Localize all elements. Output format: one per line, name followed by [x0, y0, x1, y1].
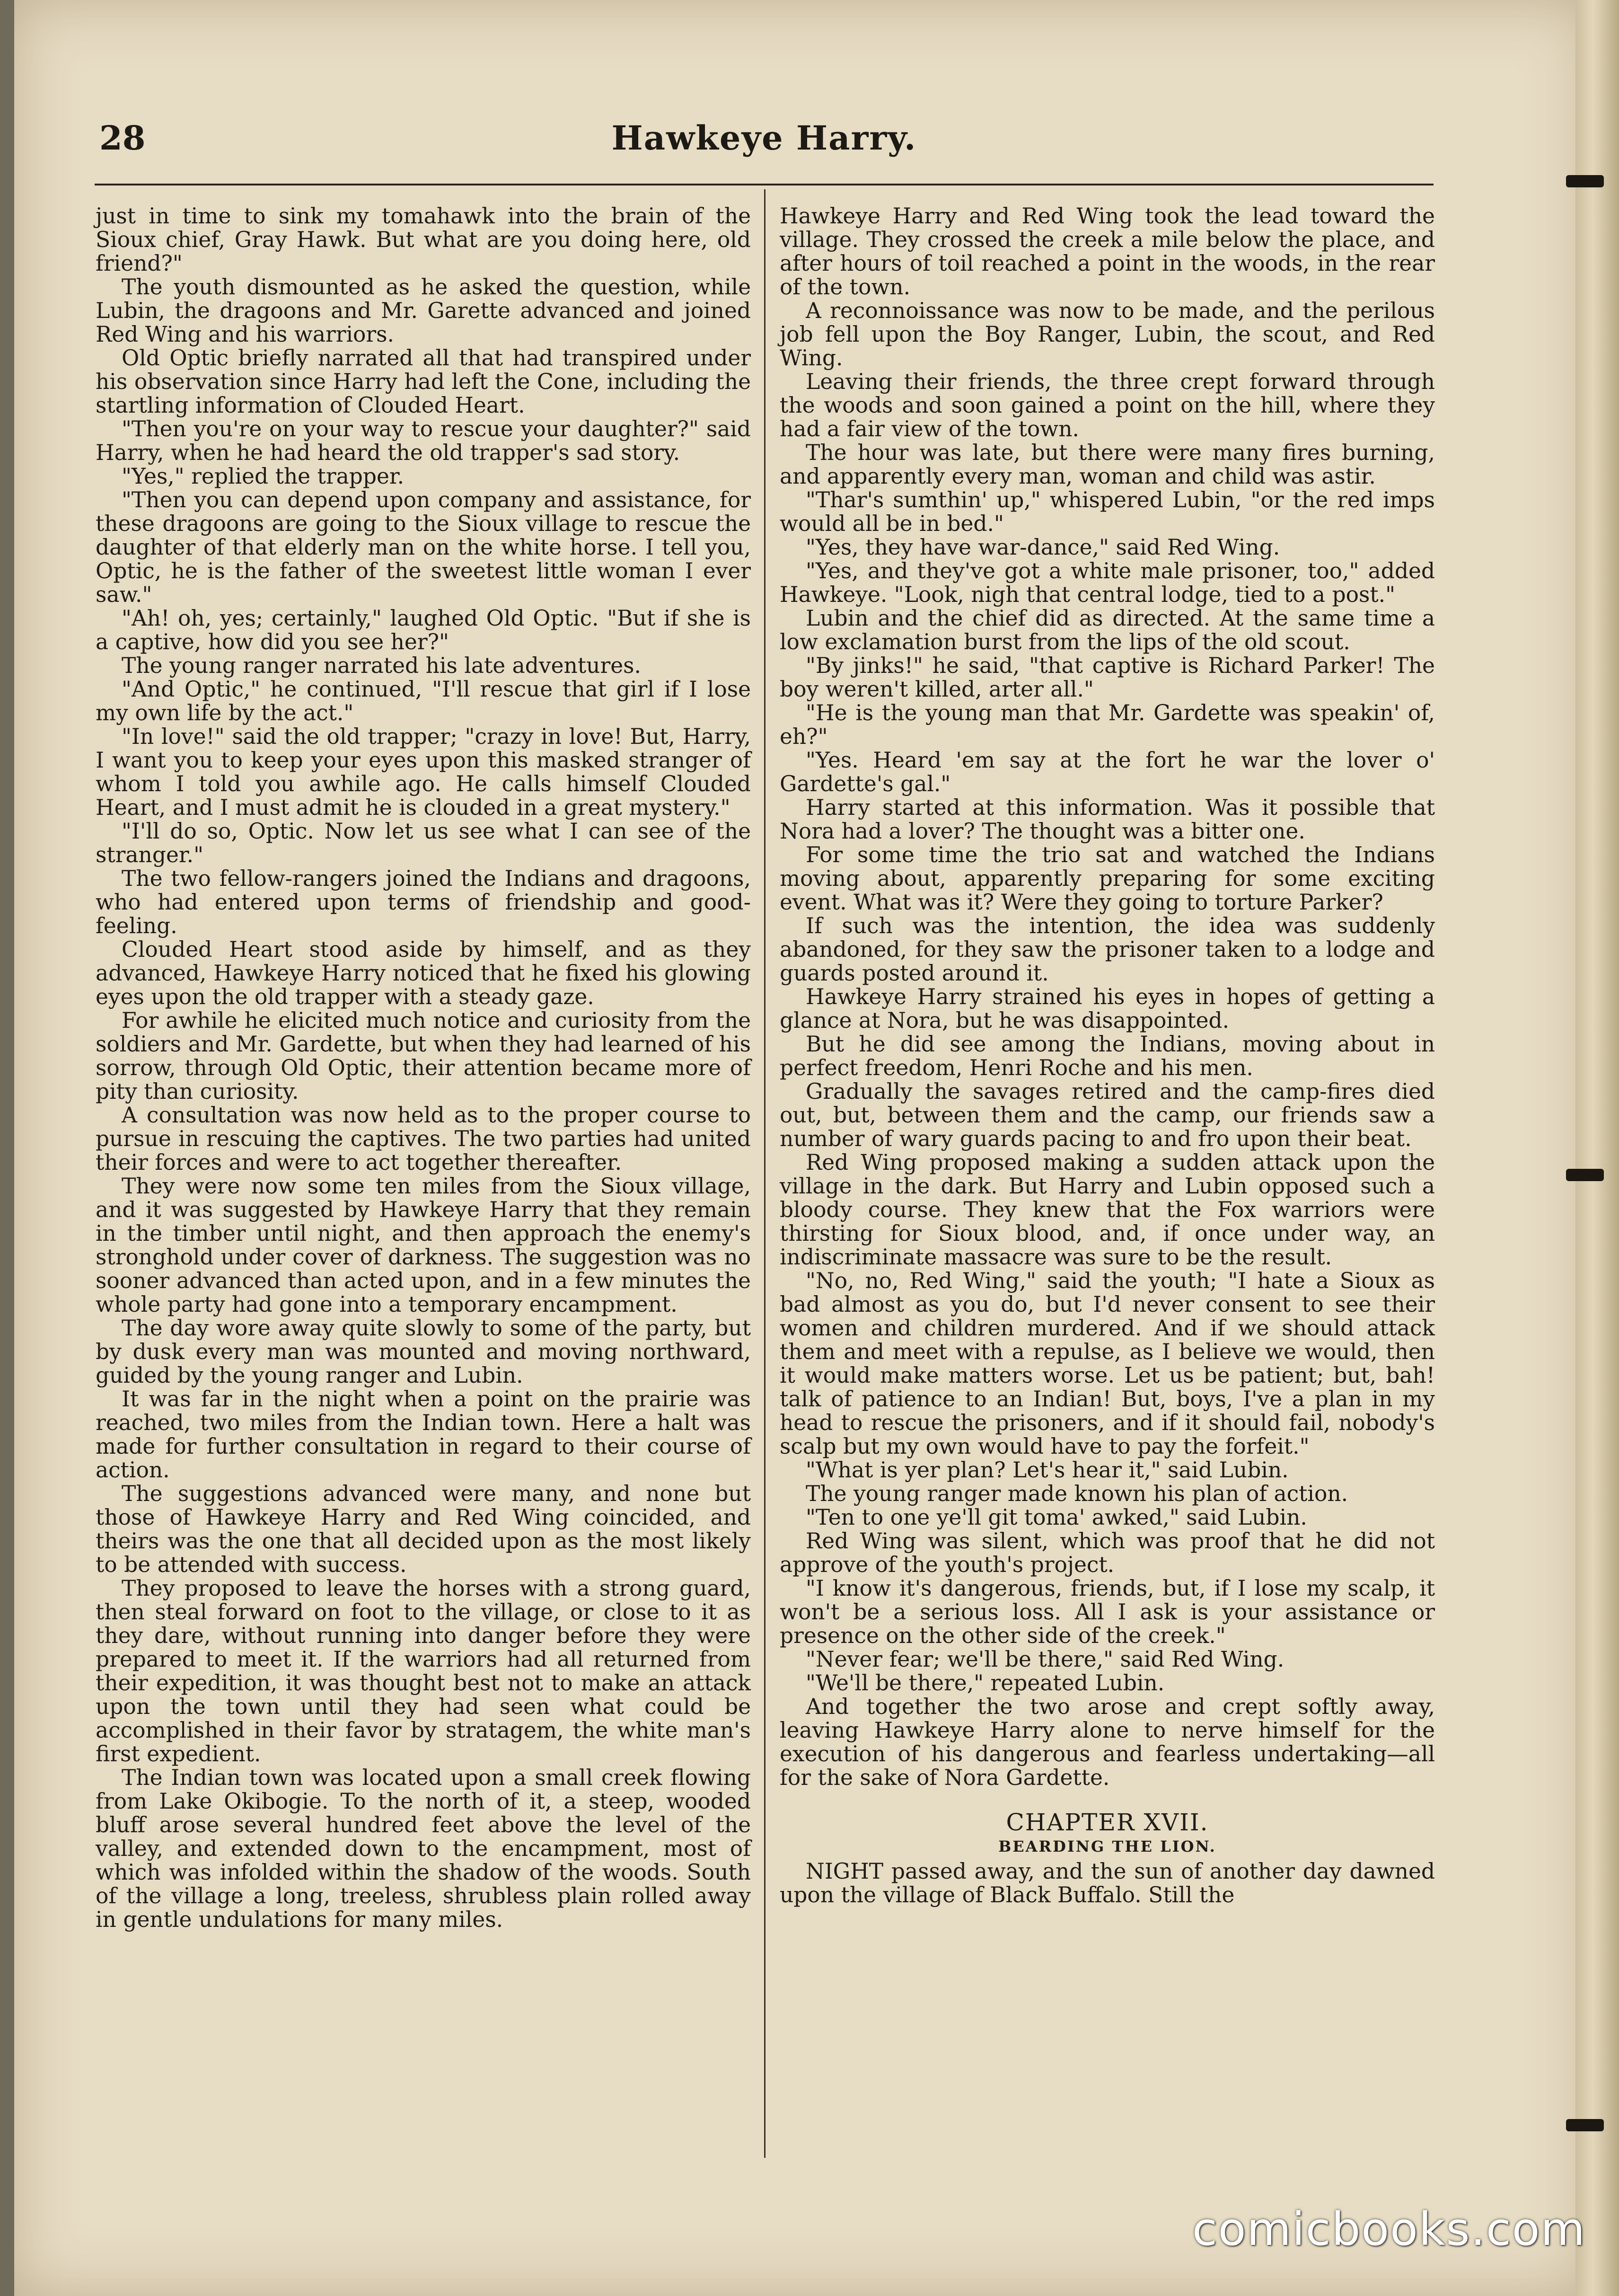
paragraph: If such was the intention, the idea was suddenly abandoned, for they saw the prisoner taken to a lodge and guards posted around it. — [780, 913, 1435, 986]
paragraph: "He is the young man that Mr. Gardette was speakin' of, eh?" — [780, 700, 1435, 749]
page-edge — [1575, 0, 1619, 2296]
paragraph: A reconnoissance was now to be made, and the perilous job fell upon the Boy Ranger, Lubin, the scout, and Red Wing. — [780, 298, 1435, 371]
paragraph: "No, no, Red Wing," said the youth; "I hate a Sioux as bad almost as you do, but I'd never consent to see their women and children murdered. And if we should attack them and meet with a repulse, as I believe we would, then it would make matters worse. Let us be patient; but, bah! talk of patience to an Indian! But, boys, I've a plan in my head to rescue the prisoners, and if it should fail, nobody's scalp but my own would have to pay the forfeit." — [780, 1268, 1435, 1459]
paragraph: The two fellow-rangers joined the Indians and dragoons, who had entered upon terms of friendship and good-feeling. — [96, 866, 751, 938]
paragraph: Lubin and the chief did as directed. At the same time a low exclamation burst from the lips of the old scout. — [780, 606, 1435, 654]
paragraph: "Thar's sumthin' up," whispered Lubin, "or the red imps would all be in bed." — [780, 487, 1435, 536]
paragraph: "What is yer plan? Let's hear it," said Lubin. — [806, 1457, 1289, 1483]
binding-hole — [1566, 2119, 1604, 2131]
right-column — [780, 204, 1435, 1907]
paragraph: "By jinks!" he said, "that captive is Richard Parker! The boy weren't killed, arter all." — [780, 653, 1435, 702]
paragraph: "I'll do so, Optic. Now let us see what I can see of the stranger." — [96, 819, 751, 867]
paragraph: The day wore away quite slowly to some of the party, but by dusk every man was mounted and moving northward, guided by the young ranger and Lubin. — [96, 1316, 751, 1388]
paragraph: The young ranger narrated his late adventures. — [122, 653, 641, 678]
paragraph: Clouded Heart stood aside by himself, and as they advanced, Hawkeye Harry noticed that he fixed his glowing eyes upon the old trapper with a steady gaze. — [96, 937, 751, 1009]
paragraph: "Then you're on your way to rescue your daughter?" said Harry, when he had heard the old trapper's sad story. — [96, 416, 751, 465]
paragraph: "Yes. Heard 'em say at the fort he war the lover o' Gardette's gal." — [780, 748, 1435, 796]
chapter-opening-paragraph: NIGHT passed away, and the sun of another day dawned upon the village of Black Buffalo. Still the — [780, 1859, 1435, 1907]
paragraph: For some time the trio sat and watched the Indians moving about, apparently preparing for some exciting event. What was it? Were they going to torture Parker? — [780, 842, 1435, 915]
paragraph: Harry started at this information. Was it possible that Nora had a lover? The thought was a bitter one. — [780, 795, 1435, 844]
paragraph: Hawkeye Harry strained his eyes in hopes of getting a glance at Nora, but he was disappointed. — [780, 984, 1435, 1033]
paragraph: Leaving their friends, the three crept forward through the woods and soon gained a point on the hill, where they had a fair view of the town. — [780, 369, 1435, 442]
paragraph: "Then you can depend upon company and assistance, for these dragoons are going to the Sioux village to rescue the daughter of that elderly man on the white horse. I tell you, Optic, he is the father of the sweetest little woman I ever saw." — [96, 487, 751, 607]
paragraph: "And Optic," he continued, "I'll rescue that girl if I lose my own life by the act." — [96, 677, 751, 725]
paragraph: The suggestions advanced were many, and none but those of Hawkeye Harry and Red Wing coincided, and theirs was the one that all decided upon as the most likely to be attended with success. — [96, 1481, 751, 1577]
paragraph: Red Wing proposed making a sudden attack upon the village in the dark. But Harry and Lubin opposed such a bloody course. They knew that the Fox warriors were thirsting for Sioux blood, and, if once under way, an indiscriminate massacre was sure to be the result. — [780, 1150, 1435, 1270]
page-header — [95, 118, 1434, 166]
page-number: 28 — [99, 118, 146, 158]
paragraph: "Ah! oh, yes; certainly," laughed Old Optic. "But if she is a captive, how did you see her?" — [96, 606, 751, 654]
paragraph: Old Optic briefly narrated all that had transpired under his observation since Harry had left the Cone, including the startling information of Clouded Heart. — [96, 345, 751, 418]
paragraph: The youth dismounted as he asked the question, while Lubin, the dragoons and Mr. Garette advanced and joined Red Wing and his warriors. — [96, 274, 751, 347]
header-rule — [95, 184, 1434, 185]
paragraph: "Yes, they have war-dance," said Red Wing. — [806, 535, 1280, 560]
paragraph: "I know it's dangerous, friends, but, if I lose my scalp, it won't be a serious loss. All I ask is your assistance or presence on the other side of the creek." — [780, 1576, 1435, 1648]
running-title: Hawkeye Harry. — [611, 118, 917, 158]
paragraph: A consultation was now held as to the proper course to pursue in rescuing the captives. The two parties had united their forces and were to act together thereafter. — [96, 1103, 751, 1175]
paragraph: "Yes, and they've got a white male prisoner, too," added Hawkeye. "Look, nigh that central lodge, tied to a post." — [780, 558, 1435, 607]
paragraph: The hour was late, but there were many fires burning, and apparently every man, woman and child was astir. — [780, 440, 1435, 489]
paragraph: "We'll be there," repeated Lubin. — [806, 1670, 1165, 1696]
paragraph: Hawkeye Harry and Red Wing took the lead toward the village. They crossed the creek a mile below the place, and after hours of toil reached a point in the woods, in the rear of the town. — [780, 203, 1435, 300]
paragraph: They proposed to leave the horses with a strong guard, then steal forward on foot to the village, or close to it as they dare, without running into danger before they were prepared to meet it. If the warriors had all returned from their expedition, it was thought best not to make an attack upon the town until they had seen what could be accomplished in their favor by stratagem, the white man's first expedient. — [96, 1576, 751, 1766]
paragraph: just in time to sink my tomahawk into the brain of the Sioux chief, Gray Hawk. But what are you doing here, old friend?" — [96, 203, 751, 276]
paragraph: And together the two arose and crept softly away, leaving Hawkeye Harry alone to nerve himself for the execution of his dangerous and fearless undertaking—all for the sake of Nora Gardette. — [780, 1694, 1435, 1790]
paragraph: Gradually the savages retired and the camp-fires died out, but, between them and the camp, our friends saw a number of wary guards pacing to and fro upon their beat. — [780, 1079, 1435, 1151]
paragraph: The young ranger made known his plan of action. — [806, 1481, 1348, 1506]
paragraph: For awhile he elicited much notice and curiosity from the soldiers and Mr. Gardette, but when they had learned of his sorrow, through Old Optic, their attention became more of pity than curiosity. — [96, 1008, 751, 1104]
watermark: comicbooks.com — [1192, 2203, 1586, 2256]
binding-hole — [1566, 175, 1604, 187]
paragraph: They were now some ten miles from the Sioux village, and it was suggested by Hawkeye Harry that they remain in the timber until night, and then approach the enemy's stronghold under cover of darkness. The suggestion was no sooner advanced than acted upon, and in a few minutes the whole party had gone into a temporary encampment. — [96, 1174, 751, 1317]
chapter-subtitle: BEARDING THE LION. — [998, 1837, 1216, 1855]
right-paragraphs — [780, 204, 1435, 1790]
chapter-title: CHAPTER XVII. — [1006, 1809, 1209, 1836]
paragraph: The Indian town was located upon a small creek flowing from Lake Okibogie. To the north of it, a steep, wooded bluff arose several hundred feet above the level of the valley, and extended down to the encampment, most of which was infolded within the shadow of the woods. South of the village a long, treeless, shrubless plain rolled away in gentle undulations for many miles. — [96, 1765, 751, 1932]
binding-hole — [1566, 1169, 1604, 1181]
left-column — [96, 204, 751, 1932]
paragraph: "Yes," replied the trapper. — [122, 464, 405, 489]
paragraph: "Ten to one ye'll git toma' awked," said Lubin. — [806, 1505, 1307, 1530]
paragraph: "In love!" said the old trapper; "crazy in love! But, Harry, I want you to keep your eyes upon this masked stranger of whom I told you awhile ago. He calls himself Clouded Heart, and I must admit he is clouded in a great mystery." — [96, 724, 751, 820]
paragraph: But he did see among the Indians, moving about in perfect freedom, Henri Roche and his men. — [780, 1032, 1435, 1080]
paragraph: Red Wing was silent, which was proof that he did not approve of the youth's project. — [780, 1528, 1435, 1577]
paragraph: "Never fear; we'll be there," said Red Wing. — [806, 1647, 1285, 1672]
paragraph: It was far in the night when a point on the prairie was reached, two miles from the Indian town. Here a halt was made for further consultation in regard to their course of action. — [96, 1386, 751, 1483]
column-divider — [764, 189, 766, 2158]
